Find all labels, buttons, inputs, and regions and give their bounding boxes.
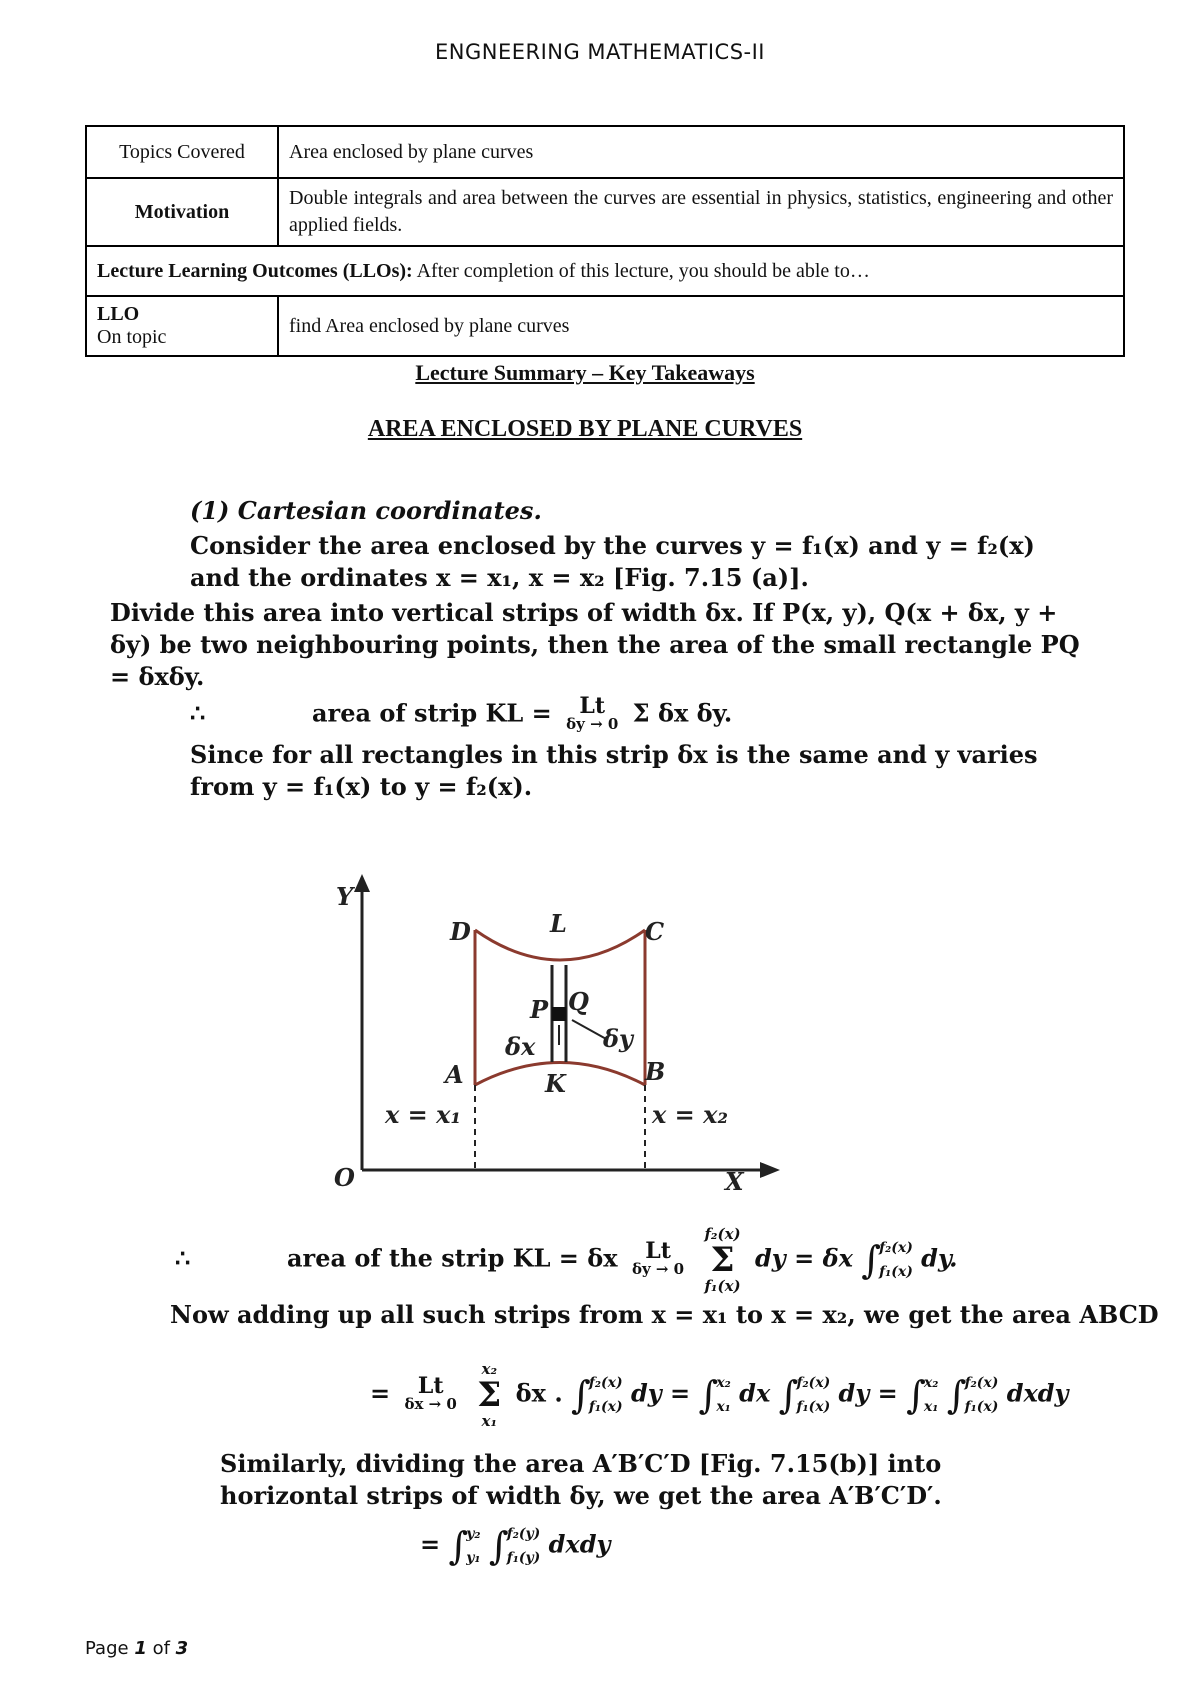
sigma-symbol: Σ (477, 1375, 502, 1415)
eq3-i2-limits (507, 1522, 541, 1570)
label-B: B (645, 1057, 666, 1086)
integral-symbol: ∫ (906, 1373, 926, 1417)
llo-heading (86, 246, 1124, 296)
table-row-topics (86, 126, 1124, 178)
label-P: P (530, 995, 549, 1024)
section-heading: (1) Cartesian coordinates. (190, 496, 542, 525)
eq2-dy2: dy = (838, 1378, 898, 1408)
paragraph-2: Divide this area into vertical strips of width δx. If P(x, y), Q(x + δx, y + δy) be two neighbouring points, then the area of the small rectangle PQ = δxδy. (110, 598, 1080, 691)
main-title: AREA ENCLOSED BY PLANE CURVES (367, 416, 803, 442)
llo-heading-bold: Lecture Learning Outcomes (LLOs): (97, 259, 413, 282)
area-figure (334, 880, 800, 1196)
llo-heading-rest: After completion of this lecture, you should be able to… (416, 259, 870, 282)
eq1-therefore: ∴ (175, 1243, 191, 1273)
paragraph-5: Similarly, dividing the area A′B′C′D [Fig. 7.15(b)] into horizontal strips of width δy, we get the area A′B′C′D′. (220, 1449, 942, 1510)
eq3-i1-top: y₂ (466, 1526, 481, 1542)
eq2-i5-top: f₂(x) (964, 1375, 999, 1391)
integral-symbol: ∫ (946, 1373, 967, 1417)
page-prefix: Page (85, 1638, 129, 1659)
eq2-dx: dx (739, 1378, 771, 1408)
x-axis-label: X (725, 1167, 744, 1196)
limit-label: Lt (579, 693, 606, 719)
y-axis-label: Y (336, 882, 354, 911)
eq1-sum-top: f₂(x) (704, 1225, 741, 1243)
integral-symbol: ∫ (448, 1524, 469, 1568)
horizontal-area-equation (420, 1522, 610, 1570)
label-dy: δy (603, 1024, 633, 1053)
eq3-eq: = (420, 1529, 441, 1559)
integral-symbol: ∫ (698, 1373, 719, 1417)
eq2-lim-sub: δx → 0 (404, 1395, 457, 1413)
eq2-i3-limits (796, 1371, 830, 1419)
strip-area-equation (175, 1225, 958, 1295)
page-total: 3 (175, 1638, 189, 1659)
eq1-sum (704, 1225, 740, 1295)
llo-sublabel: On topic (97, 326, 167, 348)
page-footer (85, 1638, 188, 1659)
eq2-eq: = (370, 1378, 391, 1408)
eq3-i1-limits (466, 1522, 480, 1570)
page-header-title: ENGNEERING MATHEMATICS-II (434, 40, 765, 64)
label-A: A (445, 1060, 464, 1089)
therefore-symbol: ∴ (190, 698, 206, 728)
x-axis-arrow (760, 1162, 780, 1178)
eq1-int-top: f₂(x) (879, 1240, 913, 1256)
llo-label-cell (86, 296, 278, 356)
paragraph-1: Consider the area enclosed by the curves y = f₁(x) and y = f₂(x) and the ordinates x = x₁, x = x₂ [Fig. 7.15 (a)]. (190, 531, 1035, 592)
page-of: of (152, 1638, 170, 1659)
eq2-limit (404, 1373, 457, 1413)
llo-label: LLO (97, 303, 140, 325)
eq1-lim-sub: δy → 0 (631, 1260, 685, 1278)
y-axis-arrow (354, 874, 370, 892)
eq2-lim: Lt (417, 1373, 444, 1399)
eq2-dy1: dy = (630, 1378, 691, 1408)
eq2-i5-limits (965, 1371, 999, 1419)
eq1-limit (631, 1238, 685, 1278)
eq2-i2-bot: x₁ (716, 1399, 731, 1415)
strip-sum: Σ δx δy. (632, 698, 733, 728)
eq2-i1-limits (589, 1371, 623, 1419)
eq2-i2-limits (716, 1371, 730, 1419)
llo-value: find Area enclosed by plane curves (278, 296, 1124, 356)
integral-symbol: ∫ (778, 1373, 799, 1417)
eq2-i4-bot: x₁ (923, 1399, 939, 1415)
eq2-i3-bot: f₁(x) (796, 1399, 831, 1415)
paragraph-4: Now adding up all such strips from x = x₁ to x = x₂, we get the area ABCD (170, 1300, 1159, 1329)
table-row-motivation (86, 178, 1124, 246)
paragraph-3: Since for all rectangles in this strip δx is the same and y varies from y = f₁(x) to y = f₂(x). (190, 740, 1038, 801)
eq3-i2-top: f₂(y) (506, 1526, 541, 1542)
area-equation (370, 1360, 1069, 1430)
label-x2: x = x₂ (652, 1100, 728, 1129)
eq2-i2-top: x₂ (716, 1375, 731, 1391)
page-number: 1 (134, 1638, 147, 1659)
eq1-lim: Lt (645, 1238, 671, 1264)
summary-title: Lecture Summary – Key Takeaways (415, 360, 755, 385)
eq2-i1-top: f₂(x) (588, 1375, 623, 1391)
limit-sub: δy → 0 (566, 715, 619, 733)
eq2-sum (477, 1360, 501, 1430)
eq1-end: dy. (921, 1243, 958, 1273)
label-C: C (645, 917, 665, 946)
eq2-sum-bot: x₁ (481, 1412, 498, 1430)
integral-symbol: ∫ (488, 1524, 509, 1568)
eq1-int-limits (879, 1236, 913, 1284)
motivation-value: Double integrals and area between the curves are essential in physics, statistics, engineering and other applied fields. (278, 178, 1124, 246)
table-row-llo-heading (86, 246, 1124, 296)
eq2-i1-bot: f₁(x) (588, 1399, 623, 1415)
motivation-label: Motivation (86, 178, 278, 246)
eq2-i4-top: x₂ (923, 1375, 939, 1391)
topics-value: Area enclosed by plane curves (278, 126, 1124, 178)
label-L: L (550, 909, 567, 938)
label-D: D (450, 917, 471, 946)
strip-text: area of strip KL = (312, 698, 552, 728)
topics-label: Topics Covered (86, 126, 278, 178)
eq1-text: area of the strip KL = δx (287, 1243, 618, 1273)
eq2-term1: δx . (515, 1378, 563, 1408)
label-dx: δx (505, 1032, 536, 1061)
eq2-i5-bot: f₁(x) (964, 1399, 999, 1415)
strip-limit (566, 693, 619, 733)
eq3-i2-bot: f₁(y) (506, 1550, 541, 1566)
eq3-i1-bot: y₁ (466, 1550, 481, 1566)
eq1-mid: dy = δx (755, 1243, 853, 1273)
eq3-end: dxdy (548, 1529, 611, 1559)
eq2-end: dxdy (1006, 1378, 1069, 1408)
info-table (85, 125, 1125, 357)
label-K: K (545, 1069, 566, 1098)
eq2-i3-top: f₂(x) (796, 1375, 831, 1391)
integral-symbol: ∫ (571, 1373, 591, 1417)
label-x1: x = x₁ (385, 1100, 461, 1129)
rectangle-pq (552, 1007, 566, 1021)
strip-equation (110, 693, 1090, 733)
eq2-sum-top: x₂ (481, 1360, 498, 1378)
scanned-content (110, 495, 1090, 806)
origin-label: O (334, 1163, 355, 1192)
eq1-int-bot: f₁(x) (879, 1264, 913, 1280)
eq1-sum-bot: f₁(x) (704, 1277, 741, 1295)
integral-symbol: ∫ (861, 1238, 882, 1282)
table-row-llo (86, 296, 1124, 356)
label-Q: Q (568, 987, 589, 1016)
eq2-i4-limits (924, 1371, 938, 1419)
sigma-symbol: Σ (710, 1240, 735, 1280)
